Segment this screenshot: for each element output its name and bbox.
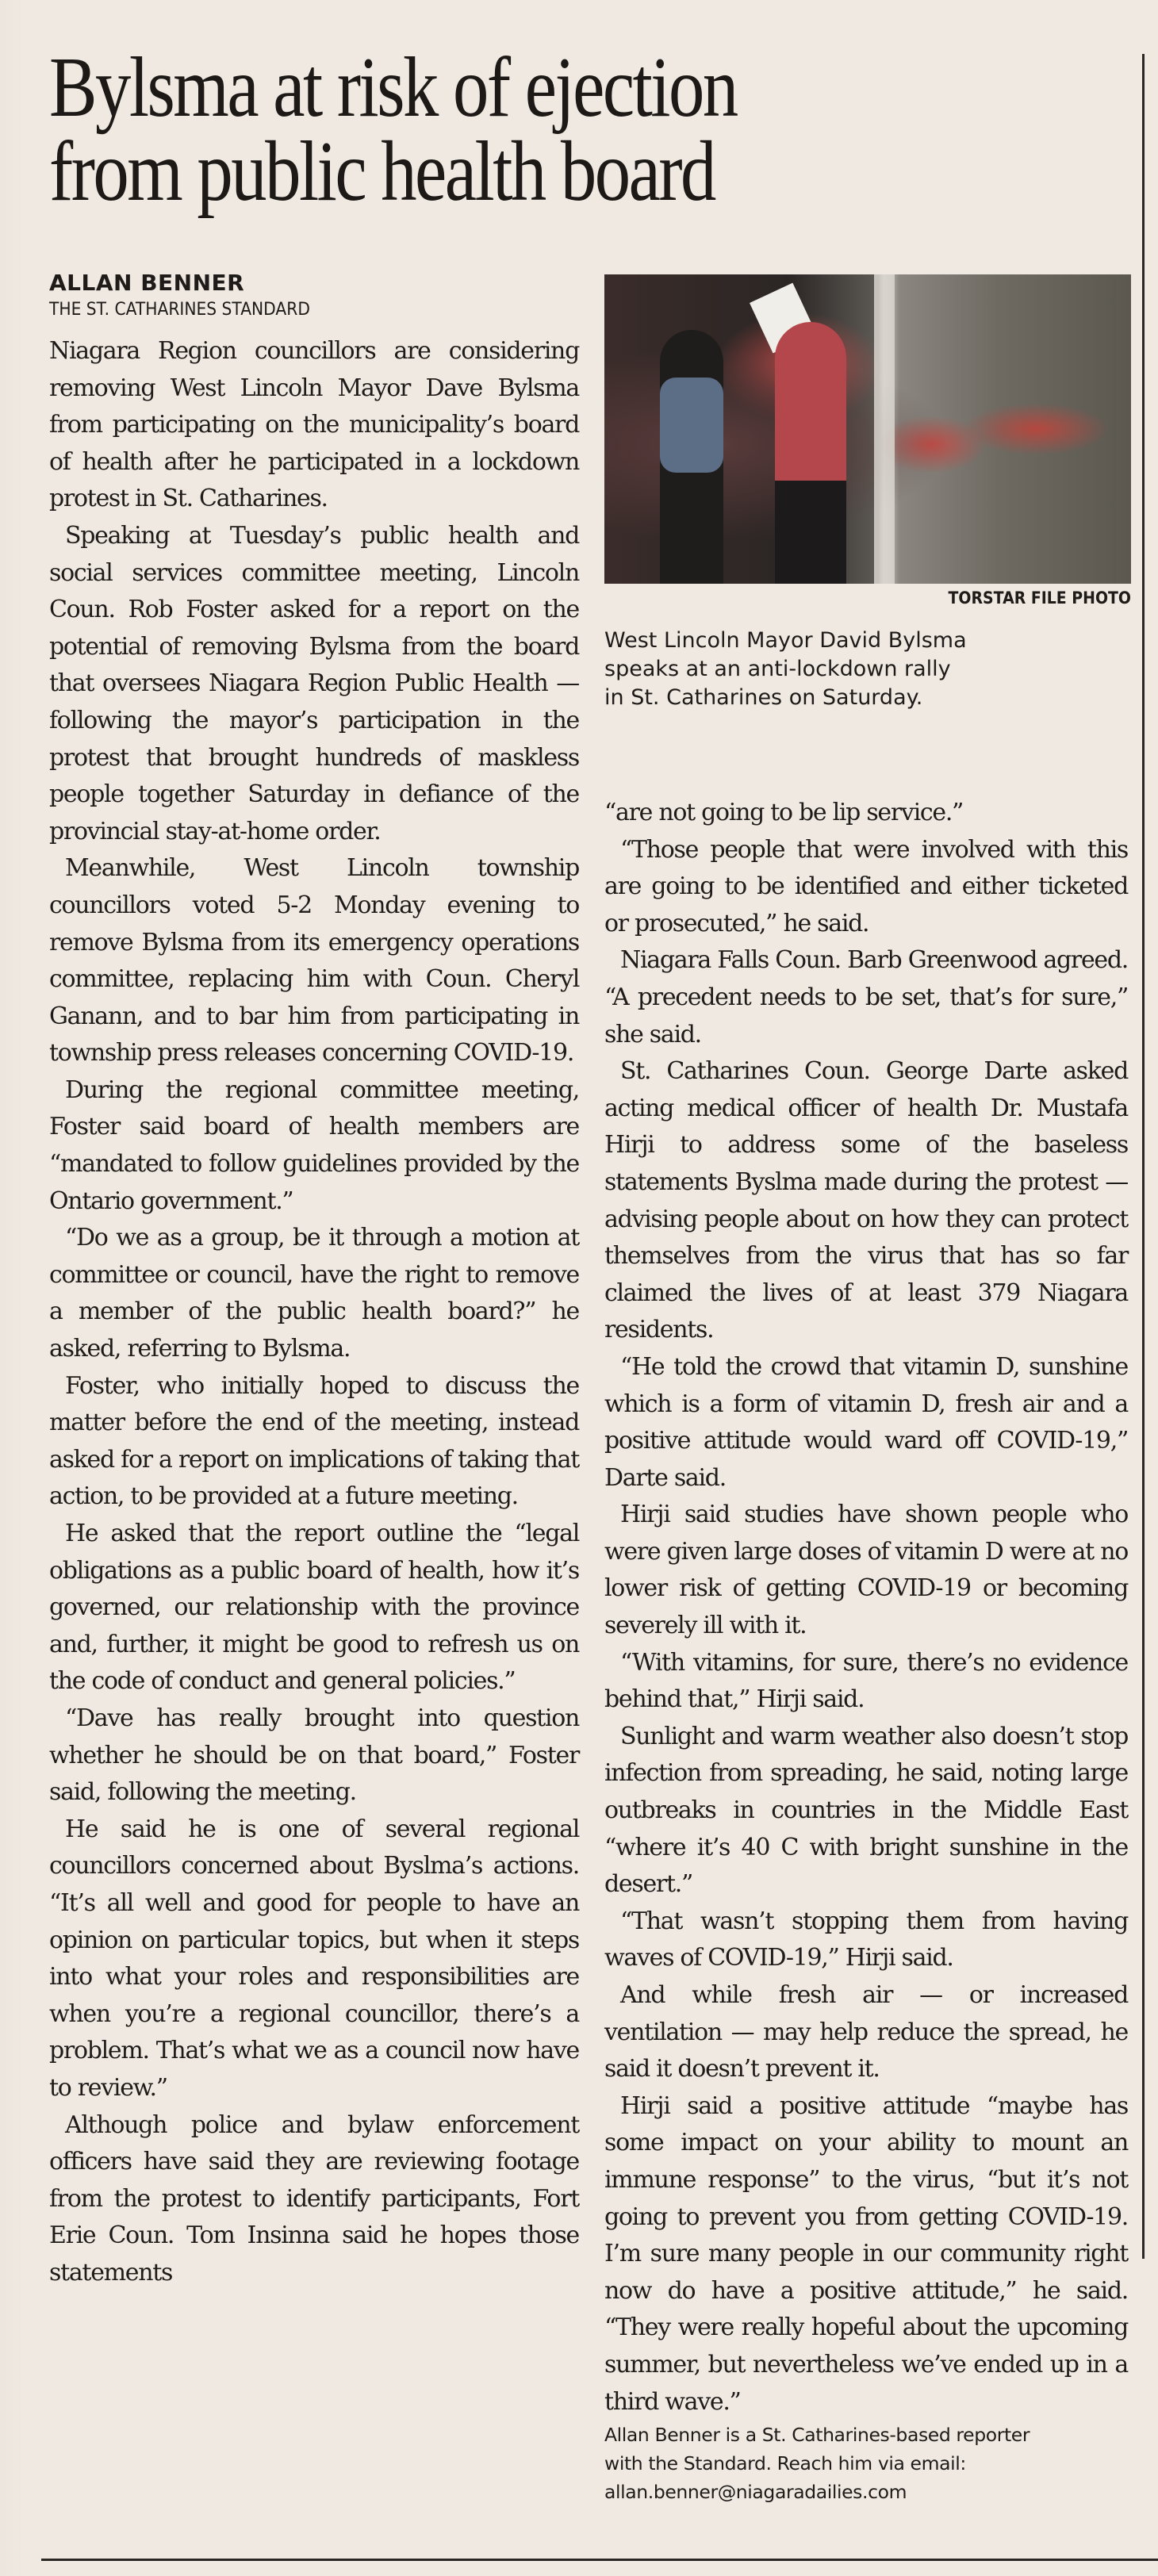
paragraph: “Do we as a group, be it through a motion at committee or council, have the right to remove a member of the public health board?” he asked, referring to Bylsma. <box>49 1224 579 1363</box>
paragraph: “With vitamins, for sure, there’s no evidence behind that,” Hirji said. <box>604 1648 1128 1714</box>
paragraph: Sunlight and warm weather also doesn’t stop infection from spreading, he said, noting large outbreaks in countries in the Middle East “where it’s 40 C with bright sunshine in the desert.” <box>604 1722 1128 1899</box>
photo-figure-mayor-legs <box>775 481 846 584</box>
paragraph: “are not going to be lip service.” <box>604 799 964 826</box>
paragraph: “That wasn’t stopping them from having waves of COVID-19,” Hirji said. <box>604 1907 1128 1972</box>
author-email: allan.benner@niagaradailies.com <box>604 2481 907 2504</box>
paragraph: Although police and bylaw enforcement officers have said they are reviewing footage from the protest to identify participants, Fort Erie Coun. Tom Insinna said he hopes those statements <box>49 2110 579 2287</box>
caption-line: in St. Catharines on Saturday. <box>604 685 923 710</box>
body-column-right <box>604 795 1128 2506</box>
paragraph: “He told the crowd that vitamin D, sunshine which is a form of vitamin D, fresh air and a positive attitude would ward off COVID-19,” Darte said. <box>604 1352 1128 1492</box>
photo-denim-jacket <box>660 378 723 473</box>
photo-pillar <box>874 274 895 584</box>
author-tagline <box>604 2421 1128 2506</box>
paragraph: “Those people that were involved with this are going to be identified and either ticketed or prosecuted,” he said. <box>604 835 1128 937</box>
paragraph: During the regional committee meeting, Foster said board of health members are “mandated to follow guidelines provided by the Ontario government.” <box>49 1075 579 1215</box>
article-photo <box>604 274 1131 584</box>
tagline-line: with the Standard. Reach him via email: <box>604 2452 966 2475</box>
paragraph: Niagara Falls Coun. Barb Greenwood agreed. “A precedent needs to be set, that’s for sure,” she said. <box>604 946 1128 1048</box>
headline <box>49 40 849 219</box>
paragraph: St. Catharines Coun. George Darte asked acting medical officer of health Dr. Mustafa Hirji to address some of the baseless statements Byslma made during the protest — advising people about on how they can protect themselves from the virus that has so far claimed the lives of at least 379 Niagara residents. <box>604 1057 1128 1344</box>
paragraph: He said he is one of several regional councillors concerned about Byslma’s actions. “It’s all well and good for people to have an opinion on particular topics, but when it steps into what your roles and responsibilities are when you’re a regional councillor, there’s a problem. That’s what we as a council now have to review.” <box>49 1815 579 2102</box>
byline-author: ALLAN BENNER <box>49 270 245 296</box>
caption-line: speaks at an anti-lockdown rally <box>604 657 951 681</box>
byline-publication: THE ST. CATHARINES STANDARD <box>49 300 310 320</box>
paragraph: He asked that the report outline the “legal obligations as a public board of health, how it’s governed, our relationship with the province and, further, it might be good to refresh us on the code of conduct and general policies.” <box>49 1520 579 1696</box>
paragraph: Niagara Region councillors are considering removing West Lincoln Mayor Dave Bylsma from participating on the municipality’s board of health after he participated in a lockdown protest in St. Catharines. <box>49 337 579 513</box>
column-rule-right <box>1142 54 1145 2259</box>
paragraph: And while fresh air — or increased ventilation — may help reduce the spread, he said it doesn’t prevent it. <box>604 1981 1128 2083</box>
paragraph: “Dave has really brought into question whether he should be on that board,” Foster said, following the meeting. <box>49 1704 579 1807</box>
paragraph: Speaking at Tuesday’s public health and social services committee meeting, Lincoln Coun. Rob Foster asked for a report on the potential of removing Bylsma from the board that oversees Niagara Region Public Health — following the mayor’s participation in the protest that brought hundreds of maskless people together Saturday in defiance of the provincial stay-at-home order. <box>49 521 579 845</box>
paragraph: Hirji said a positive attitude “maybe has some impact on your ability to mount an immune response” to the virus, “but it’s not going to prevent you from getting COVID-19. I’m sure many people in our community right now do have a positive attitude,” he said. “They were really hopeful about the upcoming summer, but nevertheless we’ve ended up in a third wave.” <box>604 2091 1128 2416</box>
paragraph: Foster, who initially hoped to discuss the matter before the end of the meeting, instead asked for a report on implications of taking that action, to be provided at a future meeting. <box>49 1371 579 1511</box>
headline-line-2: from public health board <box>49 125 715 219</box>
headline-line-1: Bylsma at risk of ejection <box>49 40 737 135</box>
photo-caption <box>604 627 1128 712</box>
photo-credit: TORSTAR FILE PHOTO <box>948 588 1131 608</box>
paragraph: Meanwhile, West Lincoln township councillors voted 5-2 Monday evening to remove Bylsma from its emergency operations committee, replacing him with Coun. Cheryl Ganann, and to bar him from participating in township press releases concerning COVID-19. <box>49 854 579 1068</box>
caption-line: West Lincoln Mayor David Bylsma <box>604 628 967 653</box>
column-rule-bottom <box>41 2559 1158 2561</box>
tagline-line: Allan Benner is a St. Catharines-based reporter <box>604 2424 1030 2447</box>
paragraph: Hirji said studies have shown people who were given large doses of vitamin D were at no lower risk of getting COVID-19 or becoming severely ill with it. <box>604 1501 1128 1640</box>
body-column-left <box>49 333 579 2291</box>
